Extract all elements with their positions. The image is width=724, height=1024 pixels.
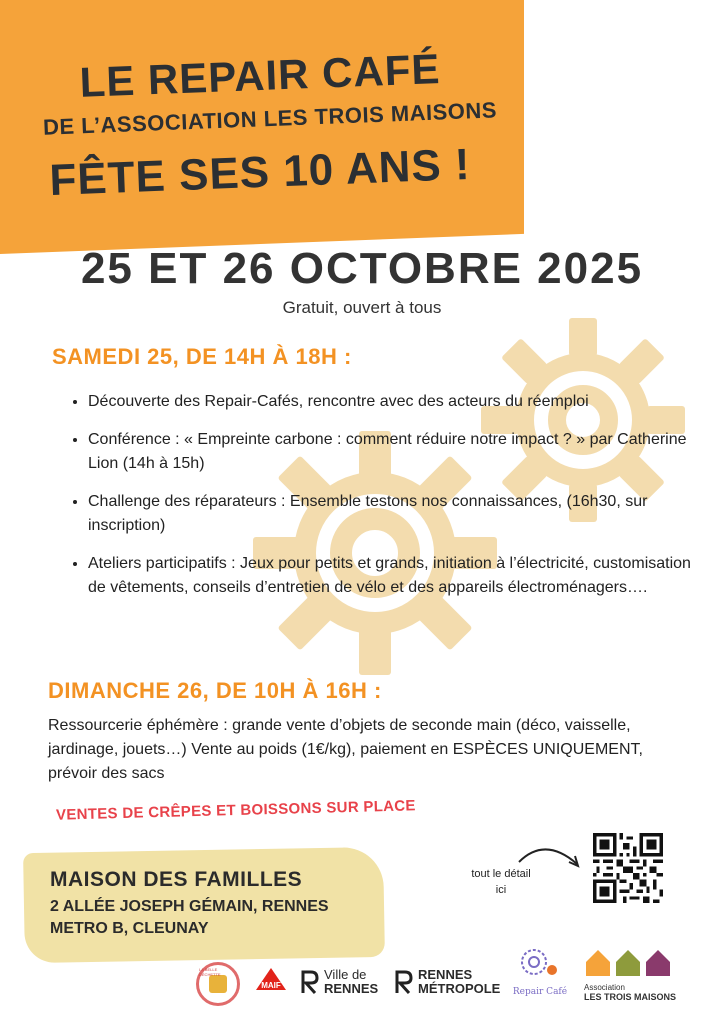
address-transport: METRO B, CLEUNAY xyxy=(50,920,209,937)
qr-code[interactable] xyxy=(593,833,663,903)
metro-line1: RENNES xyxy=(418,967,473,982)
belle-dechette-emblem xyxy=(209,975,227,993)
list-item: • Challenge des réparateurs : Ensemble testons nos connaissances, (16h30, sur inscription) xyxy=(88,490,708,538)
address-street: 2 ALLÉE JOSEPH GÉMAIN, RENNES xyxy=(50,898,329,915)
logo-rennes-metropole xyxy=(394,968,500,996)
logo-ville-rennes xyxy=(300,968,378,996)
list-item: • Découverte des Repair-Cafés, rencontre avec des acteurs du réemploi xyxy=(88,390,708,414)
event-subtitle: Gratuit, ouvert à tous xyxy=(282,298,442,317)
maif-icon xyxy=(252,964,290,1002)
logo-repair-cafe xyxy=(512,944,568,996)
repair-cafe-text: Repair Café xyxy=(512,987,568,997)
three-houses-icon xyxy=(584,948,676,978)
saturday-title: SAMEDI 25, DE 14H À 18H : xyxy=(52,344,352,369)
assoc-line2: LES TROIS MAISONS xyxy=(584,992,677,1002)
assoc-line1: Association xyxy=(584,983,625,992)
rennes-metropole-r-icon xyxy=(394,969,414,995)
ville-line1: Ville de xyxy=(324,967,367,982)
saturday-activities-list xyxy=(70,390,708,614)
metro-line2: MÉTROPOLE xyxy=(418,981,501,996)
maif-text: MAIF xyxy=(261,981,281,990)
header-title-line2: DE L’ASSOCIATION LES TROIS MAISONS xyxy=(42,97,498,140)
header-title-line3: FÊTE SES 10 ANS ! xyxy=(48,139,472,206)
rennes-r-icon xyxy=(300,969,320,995)
sunday-description: Ressourcerie éphémère : grande vente d’objets de seconde main (déco, vaisselle, jardinage, jouets…) Vente au poids (1€/kg), paiement en ESPÈCES UNIQUEMENT, prévoir des sacs xyxy=(48,717,643,782)
header-title-line1: LE REPAIR CAFÉ xyxy=(78,45,442,106)
logo-maif xyxy=(252,964,290,1002)
arrow-icon xyxy=(515,840,585,880)
repair-cafe-icon xyxy=(512,944,568,982)
crepes-notice: VENTES DE CRÊPES ET BOISSONS SUR PLACE xyxy=(55,797,416,824)
detail-line2: ici xyxy=(495,884,507,896)
logo-belle-dechette xyxy=(196,962,240,1006)
logo-trois-maisons xyxy=(584,948,684,1002)
list-item: • Ateliers participatifs : Jeux pour petits et grands, initiation à l’électricité, customisation de vêtements, conseils d’entretien de vélo et des appareils électroménagers…. xyxy=(88,552,708,600)
list-item: • Conférence : « Empreinte carbone : comment réduire notre impact ? » par Catherine Lion (14h à 15h) xyxy=(88,428,708,476)
sunday-title: DIMANCHE 26, DE 10H À 16H : xyxy=(48,678,382,703)
ville-line2: RENNES xyxy=(324,981,379,996)
detail-line1: tout le détail xyxy=(471,868,531,880)
event-dates: 25 ET 26 OCTOBRE 2025 xyxy=(80,244,644,293)
belle-dechette-text: LA BELLE DÉCHETTE xyxy=(199,967,221,977)
address-name: MAISON DES FAMILLES xyxy=(50,868,303,891)
